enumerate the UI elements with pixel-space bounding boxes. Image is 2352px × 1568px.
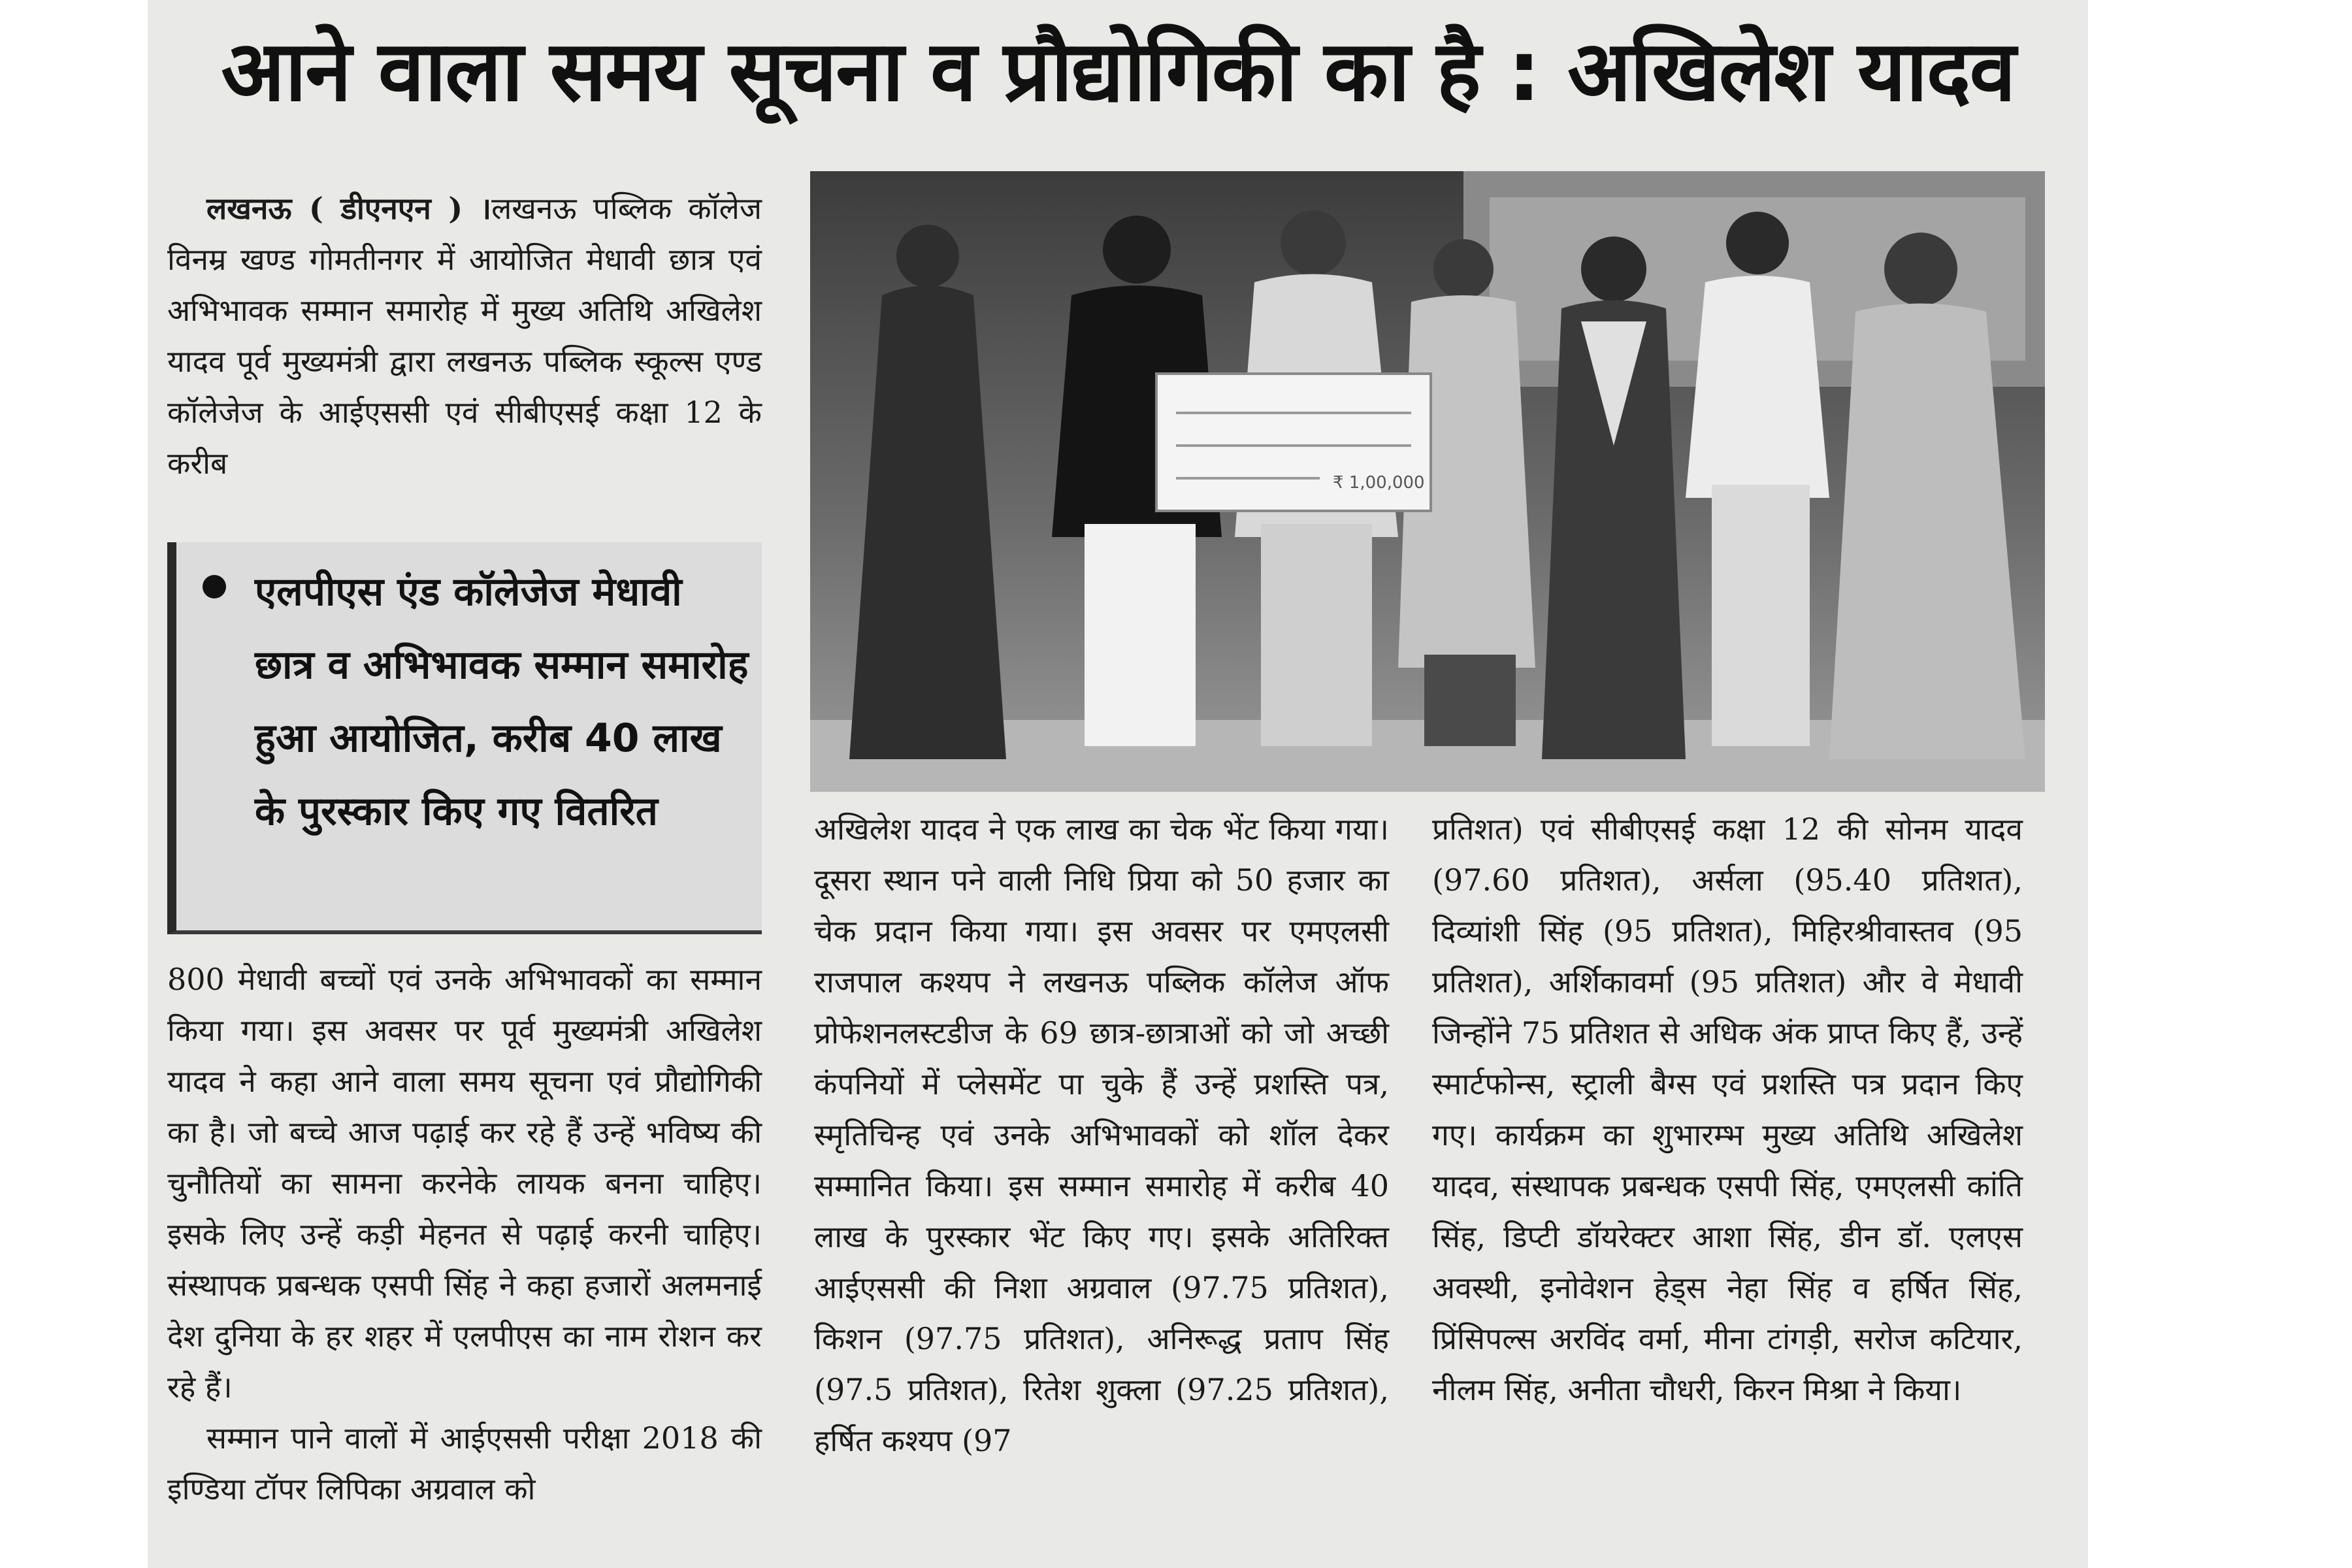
article-paragraph: अखिलेश यादव ने एक लाख का चेक भेंट किया गया। दूसरा स्थान पने वाली निधि प्रिया को 50 हजार का चेक प्रदान किया गया। इस अवसर पर एमएलसी राजपाल कश्यप ने लखनऊ पब्लिक कॉलेज ऑफ प्रोफेशनलस्टडीज के 69 छात्र-छात्राओं को जो अच्छी कंपनियों में प्लेसमेंट पा चुके हैं उन्हें प्रशस्ति पत्र, स्मृतिचिन्ह एवं उनके अभिभावकों को शॉल देकर सम्मानित किया। इस सम्मान समारोह में करीब 40 लाख के पुरस्कार भेंट किए गए। इसके अतिरिक्त आईएससी की निशा अग्रवाल (97.75 प्रतिशत), किशन (97.75 प्रतिशत), अनिरूद्ध प्रताप सिंह (97.5 प्रतिशत), रितेश शुक्ला (97.25 प्रतिशत), हर्षित कश्यप (97	[814, 811, 1389, 1458]
newspaper-clipping	[148, 0, 2088, 1568]
event-photo	[810, 171, 2045, 792]
dateline: लखनऊ ( डीएनएन ) ।	[206, 191, 492, 226]
cheque-amount: ₹ 1,00,000	[1333, 473, 1425, 493]
article-paragraph: 800 मेधावी बच्चों एवं उनके अभिभावकों का सम्मान किया गया। इस अवसर पर पूर्व मुख्यमंत्री अखिलेश यादव ने कहा आने वाला समय सूचना एवं प्रौद्योगिकी का है। जो बच्चे आज पढ़ाई कर रहे हैं उन्हें भविष्य की चुनौतियों का सामना करनेके लायक बनना चाहिए। इसके लिए उन्हें कड़ी मेहनत से पढ़ाई करनी चाहिए। संस्थापक प्रबन्धक एसपी सिंह ने कहा हजारों अलमनाई देश दुनिया के हर शहर में एलपीएस का नाम रोशन कर रहे हैं।	[167, 962, 762, 1405]
article-column-right	[1432, 804, 2023, 1415]
bullet-icon	[203, 575, 226, 598]
highlight-text: एलपीएस एंड कॉलेजेज मेधावी छात्र व अभिभावक सम्मान समारोह हुआ आयोजित, करीब 40 लाख के पुरस्कार किए गए वितरित	[255, 569, 749, 834]
article-column-left-bottom	[167, 954, 762, 1514]
article-paragraph: प्रतिशत) एवं सीबीएसई कक्षा 12 की सोनम यादव (97.60 प्रतिशत), अर्सला (95.40 प्रतिशत), दिव्यांशी सिंह (95 प्रतिशत), मिहिरश्रीवास्तव (95 प्रतिशत), अर्शिकावर्मा (95 प्रतिशत) और वे मेधावी जिन्होंने 75 प्रतिशत से अधिक अंक प्राप्त किए हैं, उन्हें स्मार्टफोन्स, स्ट्राली बैग्स एवं प्रशस्ति पत्र प्रदान किए गए। कार्यक्रम का शुभारम्भ मुख्य अतिथि अखिलेश यादव, संस्थापक प्रबन्धक एसपी सिंह, एमएलसी कांति सिंह, डिप्टी डॉयरेक्टर आशा सिंह, डीन डॉ. एलएस अवस्थी, इनोवेशन हेड्स नेहा सिंह व हर्षित सिंह, प्रिंसिपल्स अरविंद वर्मा, मीना टांगड़ी, सरोज कटियार, नीलम सिंह, अनीता चौधरी, किरन मिश्रा ने किया।	[1432, 811, 2023, 1407]
article-lead-text: लखनऊ पब्लिक कॉलेज विनम्र खण्ड गोमतीनगर में आयोजित मेधावी छात्र एवं अभिभावक सम्मान समारोह में मुख्य अतिथि अखिलेश यादव पूर्व मुख्यमंत्री द्वारा लखनऊ पब्लिक स्कूल्स एण्ड कॉलेजेज के आईएससी एवं सीबीएसई कक्षा 12 के करीब	[167, 191, 762, 481]
article-column-middle	[814, 804, 1389, 1466]
article-paragraph: सम्मान पाने वालों में आईएससी परीक्षा 2018 की इण्डिया टॉपर लिपिका अग्रवाल को	[167, 1420, 762, 1507]
highlight-box	[167, 542, 762, 934]
article-column-left-top	[167, 183, 762, 489]
headline: आने वाला समय सूचना व प्रौद्योगिकी का है : अखिलेश यादव	[221, 23, 2015, 120]
photo-illustration	[810, 171, 2045, 792]
